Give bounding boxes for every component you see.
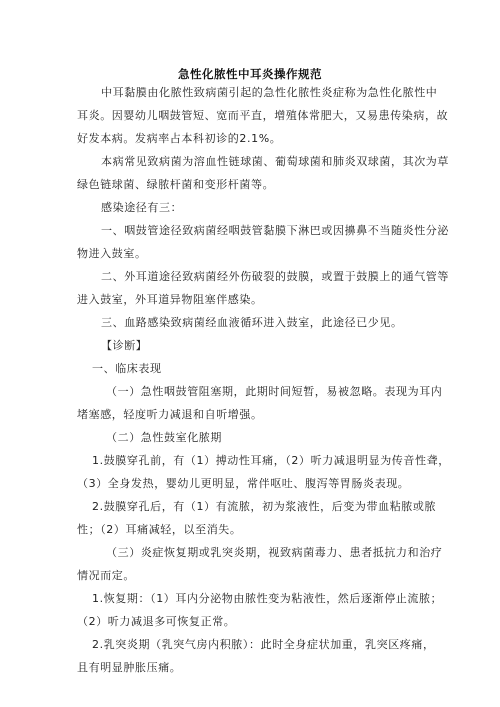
paragraph-line: 三、血路感染致病菌经血液循环进入鼓室，此途径已少见。	[101, 316, 403, 329]
paragraph-line: 中耳黏膜由化脓性致病菌引起的急性化脓性炎症称为急性化脓性中	[101, 86, 438, 99]
paragraph-line: 2.鼓膜穿孔后，有（1）有流脓，初为浆液性，后变为带血粘脓或脓	[92, 500, 437, 513]
section-heading: 【诊断】	[101, 339, 148, 352]
paragraph-line: 耳炎。因婴幼儿咽鼓管短、宽而平直，增殖体常肥大，又易患传染病，故	[77, 109, 449, 122]
paragraph-line: 本病常见致病菌为溶血性链球菌、葡萄球菌和肺炎双球菌，其次为草	[101, 155, 449, 168]
paragraph-line: 且有明显肿胀压痛。	[77, 661, 182, 674]
subsection-heading: （二）急性鼓室化脓期	[106, 431, 222, 444]
paragraph-line: 感染途径有三：	[101, 201, 183, 214]
paragraph-line: 绿色链球菌、绿脓杆菌和变形杆菌等。	[77, 178, 275, 191]
paragraph-line: 物进入鼓室。	[77, 247, 147, 260]
paragraph-line: 性；（2）耳痛减轻，以至消失。	[77, 523, 242, 536]
paragraph-line: 一、咽鼓管途径致病菌经咽鼓管黏膜下淋巴或因擤鼻不当随炎性分泌	[101, 224, 449, 237]
paragraph-line: 情况而定。	[77, 569, 135, 582]
paragraph-line: （一）急性咽鼓管阻塞期，此期时间短暂，易被忽略。表现为耳内	[106, 385, 443, 398]
paragraph-line: （三）炎症恢复期或乳突炎期，视致病菌毒力、患者抵抗力和治疗	[106, 546, 443, 559]
paragraph-line: 进入鼓室，外耳道异物阻塞伴感染。	[77, 293, 263, 306]
paragraph-line: 堵塞感，轻度听力减退和自听增强。	[77, 408, 263, 421]
paragraph-line: 好发本病。发病率占本科初诊的2.1%。	[77, 132, 282, 145]
paragraph-line: 1.恢复期：（1）耳内分泌物由脓性变为粘液性，然后逐渐停止流脓；	[92, 592, 443, 605]
section-heading: 一、临床表现	[92, 362, 162, 375]
paragraph-line: 1.鼓膜穿孔前，有（1）搏动性耳痛，（2）听力减退明显为传音性聋，	[92, 454, 450, 467]
paragraph-line: （2）听力减退多可恢复正常。	[77, 615, 236, 628]
paragraph-line: 2.乳突炎期（乳突气房内积脓）：此时全身症状加重，乳突区疼痛，	[92, 638, 435, 651]
paragraph-line: 二、外耳道途径致病菌经外伤破裂的鼓膜，或置于鼓膜上的通气管等	[101, 270, 449, 283]
paragraph-line: （3）全身发热，婴幼儿更明显，常伴呕吐、腹泻等胃肠炎表现。	[77, 477, 410, 490]
document-title: 急性化脓性中耳炎操作规范	[178, 67, 322, 81]
